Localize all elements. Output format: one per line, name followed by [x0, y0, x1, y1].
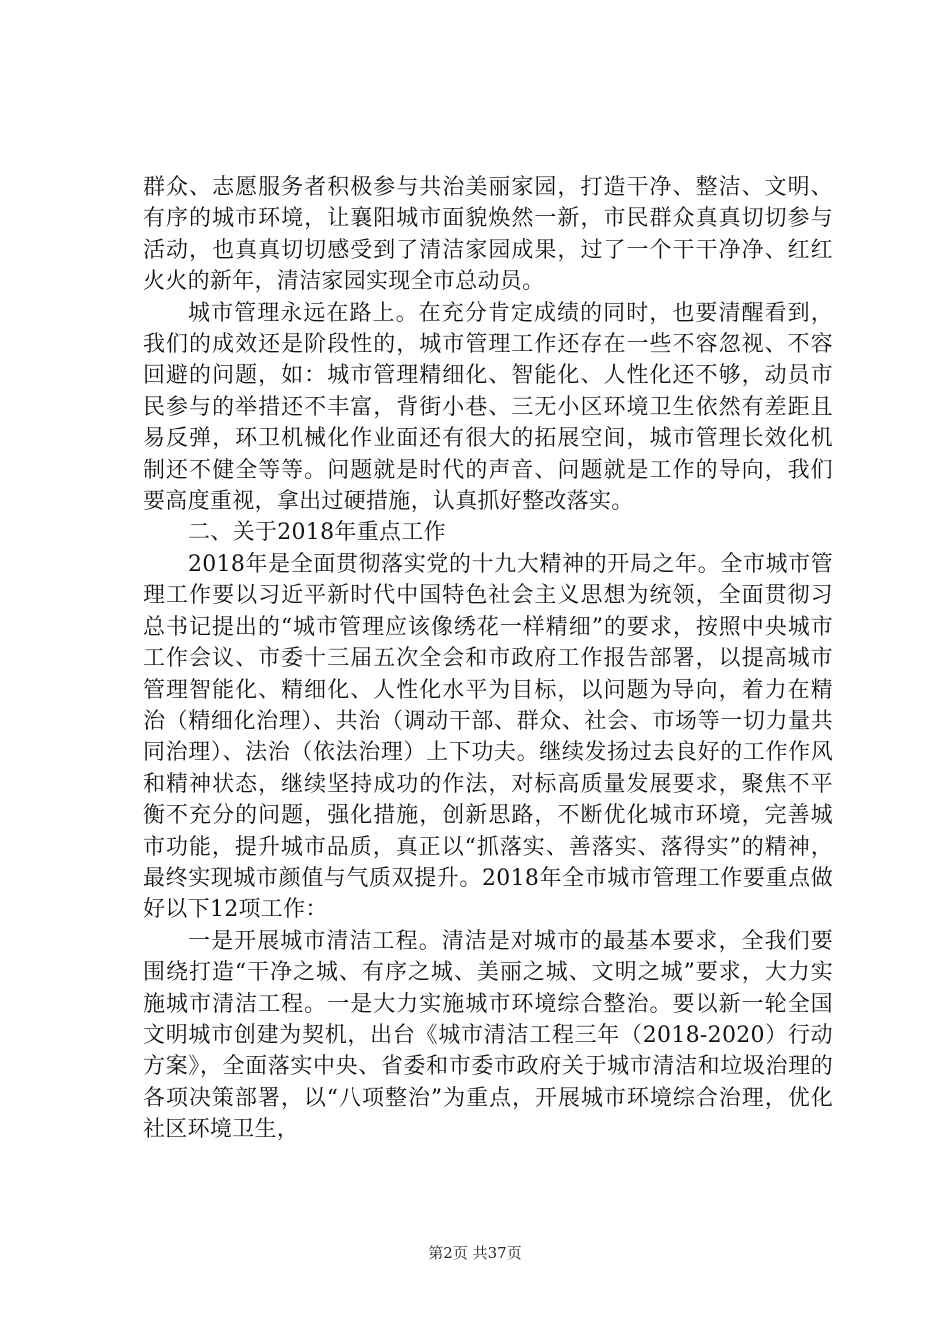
paragraph-continuation: 群众、志愿服务者积极参与共治美丽家园，打造干净、整洁、文明、有序的城市环境，让襄阳城市面貌焕然一新，市民群众真真切切参与活动，也真真切切感受到了清洁家园成果，过了一个干干净净、红红火火的新年，清洁家园实现全市总动员。 [143, 175, 833, 295]
section-heading: 二、关于2018年重点工作 [188, 520, 446, 546]
paragraph-problems: 城市管理永远在路上。在充分肯定成绩的同时，也要清醒看到，我们的成效还是阶段性的，城市管理工作还存在一些不容忽视、不容回避的问题，如：城市管理精细化、智能化、人性化还不够，动员市民参与的举措还不丰富，背街小巷、三无小区环境卫生依然有差距且易反弹，环卫机械化作业面还有很大的拓展空间，城市管理长效化机制还不健全等等。问题就是时代的声音、问题就是工作的导向，我们要高度重视，拿出过硬措施，认真抓好整改落实。 [143, 300, 833, 515]
page-number-footer: 第2页 共37页 [428, 1244, 522, 1262]
paragraph-key-work: 2018年是全面贯彻落实党的十九大精神的开局之年。全市城市管理工作要以习近平新时代中国特色社会主义思想为统领，全面贯彻习总书记提出的“城市管理应该像绣花一样精细”的要求，按照中央城市工作会议、市委十三届五次全会和市政府工作报告部署，以提高城市管理智能化、精细化、人性化水平为目标，以问题为导向，着力在精治（精细化治理）、共治（调动干部、群众、社会、市场等一切力量共同治理）、法治（依法治理）上下功夫。继续发扬过去良好的工作作风和精神状态，继续坚持成功的作法，对标高质量发展要求，聚焦不平衡不充分的问题，强化措施，创新思路，不断优化城市环境，完善城市功能，提升城市品质，真正以“抓落实、善落实、落得实”的精神，最终实现城市颜值与气质双提升。2018年全市城市管理工作要重点做好以下12项工作： [143, 551, 833, 923]
paragraph-clean-project: 一是开展城市清洁工程。清洁是对城市的最基本要求，全我们要围绕打造“干净之城、有序之城、美丽之城、文明之城”要求，大力实施城市清洁工程。一是大力实施城市环境综合整治。要以新一轮全国文明城市创建为契机，出台《城市清洁工程三年（2018-2020）行动方案》，全面落实中央、省委和市委市政府关于城市清洁和垃圾治理的各项决策部署，以“八项整治”为重点，开展城市环境综合治理，优化社区环境卫生， [143, 928, 833, 1143]
document-body [143, 172, 833, 1146]
